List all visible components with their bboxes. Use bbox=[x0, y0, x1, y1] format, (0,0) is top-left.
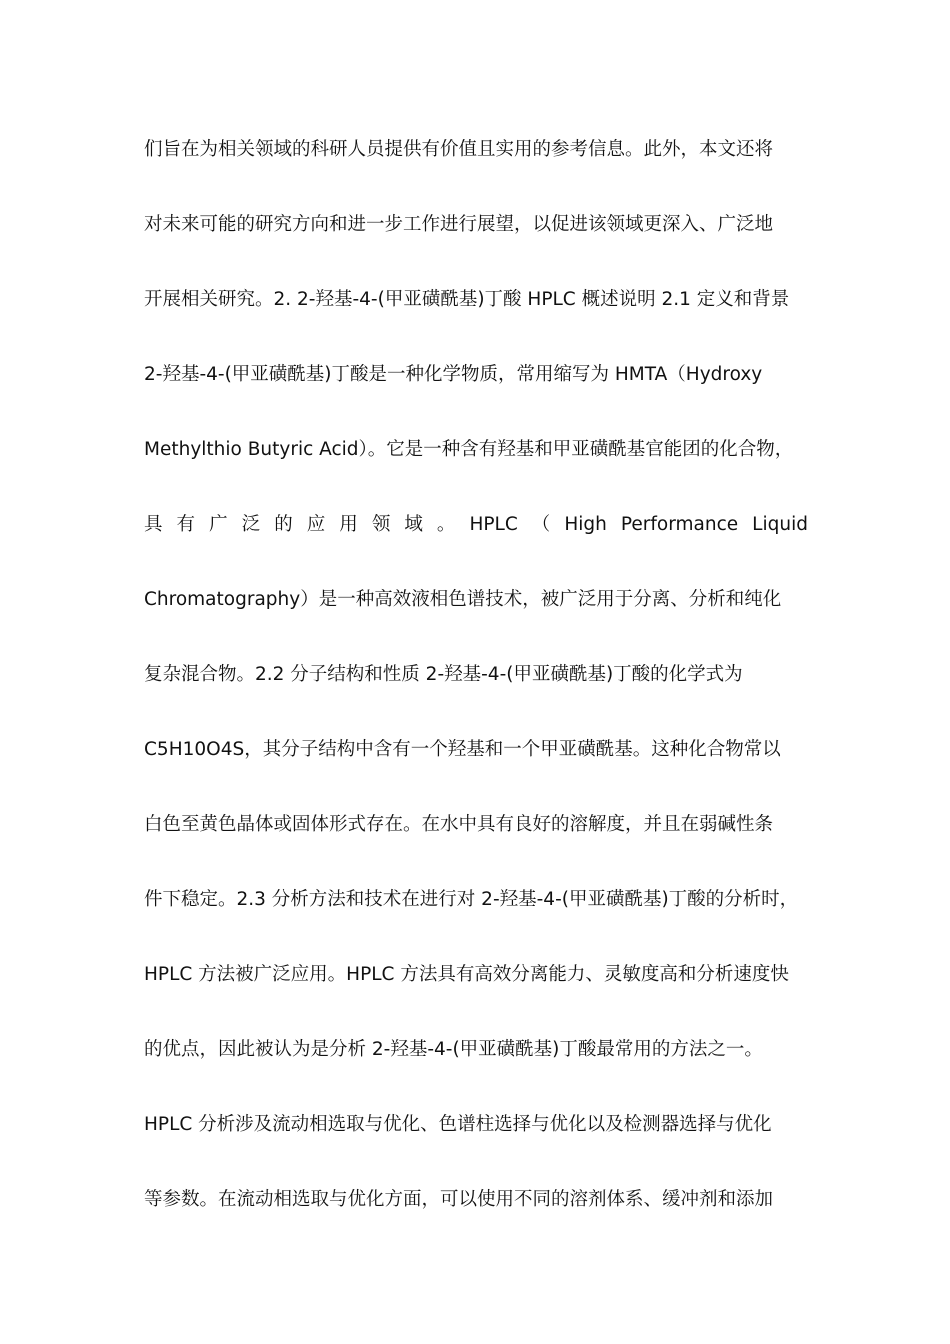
body-text bbox=[144, 131, 808, 1256]
text-fragment: 用 bbox=[339, 514, 358, 535]
text-fragment: Liquid bbox=[752, 514, 808, 535]
text-line: 等参数。在流动相选取与优化方面，可以使用不同的溶剂体系、缓冲剂和添加 bbox=[144, 1189, 774, 1210]
text-fragment: 有 bbox=[176, 514, 196, 535]
text-line: C5H10O4S，其分子结构中含有一个羟基和一个甲亚磺酰基。这种化合物常以 bbox=[144, 739, 781, 760]
text-line: 复杂混合物。2.2 分子结构和性质 2-羟基-4-(甲亚磺酰基)丁酸的化学式为 bbox=[144, 664, 743, 685]
text-fragment: 具 bbox=[144, 514, 163, 535]
text-line: Chromatography）是一种高效液相色谱技术，被广泛用于分离、分析和纯化 bbox=[144, 589, 782, 610]
text-line: 开展相关研究。2. 2-羟基-4-(甲亚磺酰基)丁酸 HPLC 概述说明 2.1 定义和背景 bbox=[144, 289, 790, 310]
text-fragment: 的 bbox=[274, 514, 293, 535]
text-fragment: 应 bbox=[306, 514, 326, 535]
text-line-justified bbox=[144, 506, 808, 581]
text-fragment: High bbox=[564, 514, 607, 535]
text-fragment: HPLC bbox=[469, 514, 518, 535]
text-line: 的优点，因此被认为是分析 2-羟基-4-(甲亚磺酰基)丁酸最常用的方法之一。 bbox=[144, 1039, 763, 1060]
text-line: 2-羟基-4-(甲亚磺酰基)丁酸是一种化学物质，常用缩写为 HMTA（Hydroxy bbox=[144, 364, 763, 385]
text-line: 白色至黄色晶体或固体形式存在。在水中具有良好的溶解度，并且在弱碱性条 bbox=[144, 814, 774, 835]
text-fragment: 。 bbox=[436, 514, 456, 535]
text-line: Methylthio Butyric Acid）。它是一种含有羟基和甲亚磺酰基官能团的化合物， bbox=[144, 439, 794, 460]
text-line: HPLC 分析涉及流动相选取与优化、色谱柱选择与优化以及检测器选择与优化 bbox=[144, 1114, 772, 1135]
text-fragment: （ bbox=[531, 514, 551, 535]
text-line: 们旨在为相关领域的科研人员提供有价值且实用的参考信息。此外，本文还将 bbox=[144, 139, 774, 160]
text-line: 件下稳定。2.3 分析方法和技术在进行对 2-羟基-4-(甲亚磺酰基)丁酸的分析时， bbox=[144, 889, 799, 910]
text-fragment: 泛 bbox=[241, 514, 261, 535]
text-fragment: 广 bbox=[209, 514, 228, 535]
text-fragment: 域 bbox=[404, 514, 423, 535]
text-line: 对未来可能的研究方向和进一步工作进行展望，以促进该领域更深入、广泛地 bbox=[144, 214, 774, 235]
text-fragment: 领 bbox=[371, 514, 391, 535]
text-fragment: Performance bbox=[620, 514, 739, 535]
text-line: HPLC 方法被广泛应用。HPLC 方法具有高效分离能力、灵敏度高和分析速度快 bbox=[144, 964, 789, 985]
